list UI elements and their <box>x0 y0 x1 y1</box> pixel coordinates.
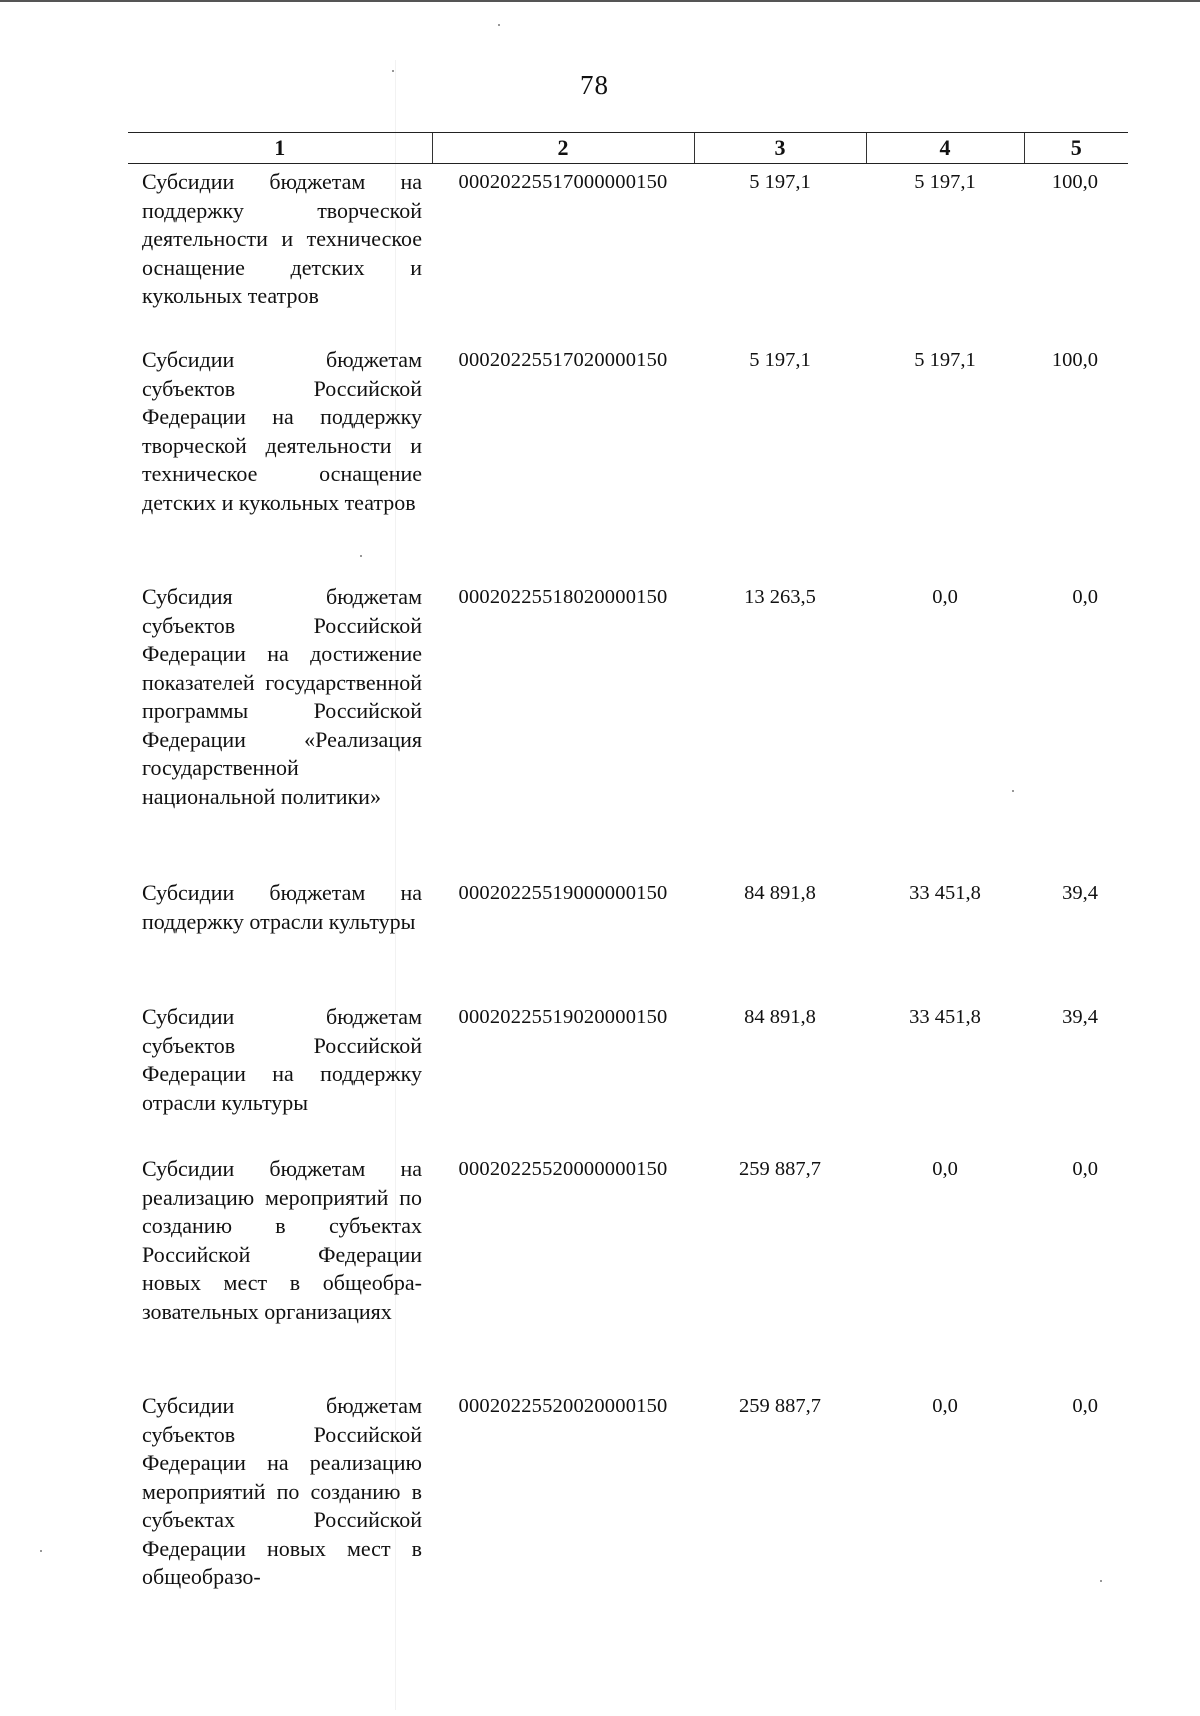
row-code: 00020225519000000150 <box>458 882 668 904</box>
header-col-2: 2 <box>432 133 694 164</box>
row-col4: 0,0 <box>932 1158 958 1180</box>
row-col3: 84 891,8 <box>744 1006 816 1028</box>
table-header <box>128 133 1128 164</box>
table-row <box>128 1388 1128 1612</box>
row-col3: 13 263,5 <box>744 586 816 608</box>
page-number: 78 <box>580 70 609 100</box>
header-row <box>128 133 1128 164</box>
row-code: 00020225517000000150 <box>458 171 668 193</box>
table-row <box>128 579 1128 875</box>
row-code: 00020225520000000150 <box>458 1158 668 1180</box>
row-col5: 0,0 <box>1072 586 1098 608</box>
table-row <box>128 1151 1128 1388</box>
row-col4: 5 197,1 <box>914 349 976 371</box>
row-name: Субсидии бюджетам субъектов Российской Федерации на поддержку творческой деятельности и техническое оснащение детских и кукольных театров <box>142 347 422 515</box>
row-name: Субсидия бюджетам субъектов Российской Федерации на достижение показателей государственной программы Российской Федерации «Реализация государственной национальной политики» <box>142 584 422 809</box>
table-row <box>128 999 1128 1151</box>
row-code: 00020225520020000150 <box>458 1395 668 1417</box>
row-col4: 33 451,8 <box>909 1006 981 1028</box>
header-col-5: 5 <box>1024 133 1128 164</box>
row-name: Субсидии бюджетам субъектов Российской Федерации на поддержку отрасли культуры <box>142 1004 422 1115</box>
header-col-1: 1 <box>128 133 432 164</box>
row-col5: 39,4 <box>1062 882 1098 904</box>
table-row <box>128 342 1128 579</box>
row-col4: 0,0 <box>932 586 958 608</box>
scan-top-border <box>0 0 1200 2</box>
row-col3: 5 197,1 <box>749 171 811 193</box>
row-name: Субсидии бюджетам на поддержку отрасли культуры <box>142 880 422 934</box>
row-col5: 0,0 <box>1072 1395 1098 1417</box>
row-col4: 33 451,8 <box>909 882 981 904</box>
row-col5: 100,0 <box>1051 349 1098 371</box>
budget-table <box>128 132 1128 1612</box>
row-name: Субсидии бюджетам на поддержку творческой деятельности и техническое оснащение детских и кукольных театров <box>142 169 422 308</box>
row-name: Субсидии бюджетам на реализацию мероприятий по созданию в субъектах Российской Федерации новых мест в общеобразовательных организациях <box>142 1156 422 1324</box>
row-col3: 259 887,7 <box>739 1395 821 1417</box>
row-col5: 100,0 <box>1051 171 1098 193</box>
scan-speck <box>498 24 500 26</box>
scan-speck <box>392 70 394 72</box>
table-body <box>128 164 1128 1613</box>
header-col-4: 4 <box>866 133 1024 164</box>
row-col4: 5 197,1 <box>914 171 976 193</box>
row-code: 00020225518020000150 <box>458 586 668 608</box>
row-col5: 0,0 <box>1072 1158 1098 1180</box>
row-code: 00020225519020000150 <box>458 1006 668 1028</box>
header-col-3: 3 <box>694 133 866 164</box>
scan-speck <box>40 1550 42 1552</box>
row-col4: 0,0 <box>932 1395 958 1417</box>
row-col3: 84 891,8 <box>744 882 816 904</box>
row-name: Субсидии бюджетам субъектов Российской Федерации на реализацию мероприятий по созданию в субъектах Российской Федерации новых мест в общеобразо- <box>142 1393 422 1589</box>
row-col3: 259 887,7 <box>739 1158 821 1180</box>
table-row <box>128 875 1128 999</box>
row-code: 00020225517020000150 <box>458 349 668 371</box>
row-col5: 39,4 <box>1062 1006 1098 1028</box>
row-col3: 5 197,1 <box>749 349 811 371</box>
table-row <box>128 164 1128 343</box>
